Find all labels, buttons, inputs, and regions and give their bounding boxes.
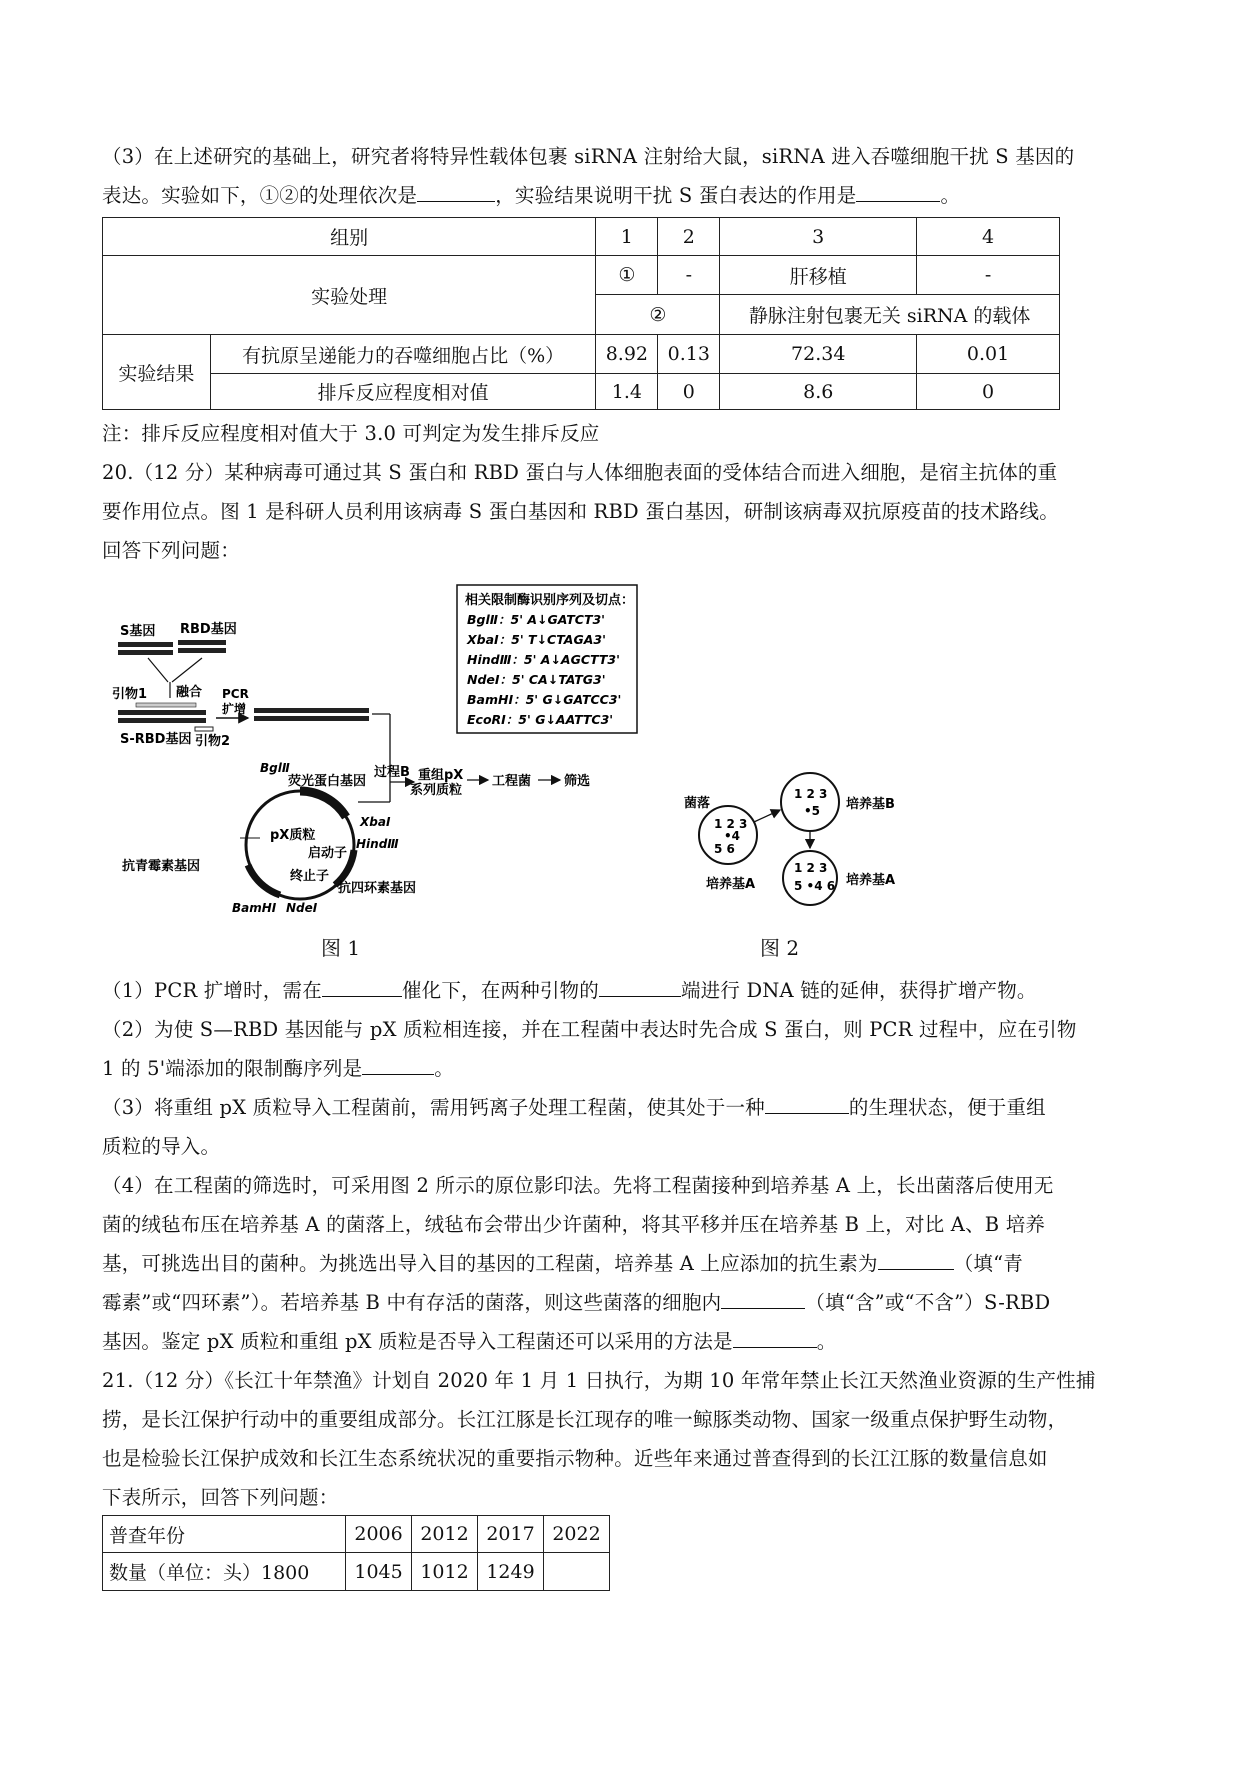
year-cell: 2006 bbox=[346, 1516, 412, 1553]
answer-blank[interactable] bbox=[362, 1055, 434, 1076]
count-label: 数量（单位：头）1800 bbox=[103, 1553, 346, 1591]
table-cell: - bbox=[658, 256, 720, 295]
q20-3-line1 bbox=[102, 1088, 1162, 1127]
q19-3-line2c: 。 bbox=[940, 184, 961, 207]
plasmid-label: pX质粒 bbox=[270, 828, 316, 843]
s-gene-label: S基因 bbox=[120, 624, 156, 639]
q20-2-line2b: 。 bbox=[434, 1057, 454, 1080]
porpoise-count-table bbox=[102, 1515, 610, 1591]
svg-text:•5: •5 bbox=[804, 804, 821, 818]
q20-2-line2 bbox=[102, 1049, 1162, 1088]
q19-3-line2b: ，实验结果说明干扰 S 蛋白表达的作用是 bbox=[495, 184, 857, 207]
table-cell: ② bbox=[596, 295, 720, 335]
figure-2 bbox=[680, 760, 940, 910]
table-cell: 肝移植 bbox=[720, 256, 917, 295]
plate-a-label: 培养基A bbox=[706, 877, 756, 892]
table-cell: 0.01 bbox=[917, 335, 1060, 374]
q20-2-line1: （2）为使 S—RBD 基因能与 pX 质粒相连接，并在工程菌中表达时先合成 S 蛋白，则 PCR 过程中，应在引物 bbox=[102, 1018, 1077, 1041]
s-rbd-label: S-RBD基因 bbox=[120, 732, 192, 747]
table-cell: 0.13 bbox=[658, 335, 720, 374]
count-cell: 1012 bbox=[412, 1553, 478, 1591]
q19-3-line2a: 表达。实验如下，①②的处理依次是 bbox=[102, 184, 418, 207]
year-cell: 2022 bbox=[543, 1516, 609, 1553]
table-cell: 8.92 bbox=[596, 335, 658, 374]
q20-4-line5b: 。 bbox=[816, 1330, 837, 1353]
terminator-label: 终止子 bbox=[290, 869, 330, 884]
plate-a-colonies: 1 2 3 bbox=[714, 817, 748, 831]
answer-blank[interactable] bbox=[322, 977, 402, 998]
bamh1-site-label: BamHⅠ bbox=[232, 901, 277, 915]
answer-blank[interactable] bbox=[878, 1250, 954, 1271]
rbd-gene-dna bbox=[178, 640, 226, 653]
s-rbd-dna bbox=[118, 703, 206, 723]
q20-4-line4 bbox=[102, 1283, 1162, 1322]
q20-1-b: 催化下，在两种引物的 bbox=[401, 979, 599, 1002]
group-col: 2 bbox=[658, 218, 720, 256]
plate-b-dish bbox=[781, 773, 839, 831]
answer-blank[interactable] bbox=[721, 1289, 805, 1310]
group-col: 3 bbox=[720, 218, 917, 256]
table-cell: 0 bbox=[917, 374, 1060, 410]
primer1-label: 引物1 bbox=[112, 687, 148, 702]
plate-a2-colonies: 1 2 3 bbox=[794, 861, 828, 875]
treatment-label: 实验处理 bbox=[103, 256, 596, 335]
nde1-site-label: NdeⅠ bbox=[286, 901, 318, 915]
q19-3-line1: （3）在上述研究的基础上，研究者将特异性载体包裹 siRNA 注射给大鼠，siRNA 进入吞噬细胞干扰 S 基因的 bbox=[102, 145, 1075, 168]
table-cell: 0 bbox=[658, 374, 720, 410]
count-cell: 1249 bbox=[478, 1553, 544, 1591]
group-col: 1 bbox=[596, 218, 658, 256]
q21-line3: 也是检验长江保护成效和长江生态系统状况的重要指示物种。近些年来通过普查得到的长江江豚的数量信息如 bbox=[102, 1447, 1048, 1470]
enzyme-box bbox=[457, 585, 637, 733]
q20-line1: 20.（12 分）某种病毒可通过其 S 蛋白和 RBD 蛋白与人体细胞表面的受体结合而进入细胞，是宿主抗体的重 bbox=[102, 461, 1058, 484]
enzyme-bgl2: BglⅡ：5' A↓GATCT3' bbox=[467, 612, 606, 627]
group-col: 4 bbox=[917, 218, 1060, 256]
enzyme-xba1: XbaⅠ：5' T↓CTAGA3' bbox=[467, 632, 606, 647]
q21-line4: 下表所示，回答下列问题： bbox=[102, 1486, 339, 1509]
table-cell: ① bbox=[596, 256, 658, 295]
svg-text:•4: •4 bbox=[724, 829, 741, 843]
result-label: 实验结果 bbox=[103, 335, 211, 410]
table-cell: 1.4 bbox=[596, 374, 658, 410]
answer-blank[interactable] bbox=[599, 977, 681, 998]
table-cell: 8.6 bbox=[720, 374, 917, 410]
table-note: 注：排斥反应程度相对值大于 3.0 可判定为发生排斥反应 bbox=[102, 422, 600, 445]
ampicillin-gene-label: 抗青霉素基因 bbox=[122, 859, 201, 874]
amplified-dna bbox=[254, 708, 369, 721]
svg-text:5 6: 5 6 bbox=[714, 842, 735, 856]
q20-4-line5 bbox=[102, 1322, 1162, 1361]
recombinant-label: 重组pX bbox=[418, 768, 464, 783]
plate-a2-dish bbox=[783, 851, 837, 905]
rbd-gene-label: RBD基因 bbox=[180, 622, 237, 637]
promoter-label: 启动子 bbox=[308, 846, 348, 861]
q19-3-line2 bbox=[102, 176, 1162, 215]
year-label: 普查年份 bbox=[103, 1516, 346, 1553]
plate-a2-label: 培养基A bbox=[846, 873, 896, 888]
q20-4-line5a: 基因。鉴定 pX 质粒和重组 pX 质粒是否导入工程菌还可以采用的方法是 bbox=[102, 1330, 733, 1353]
count-cell: 1045 bbox=[346, 1553, 412, 1591]
fusion-label: 融合 bbox=[176, 685, 203, 700]
q20-2-line2a: 1 的 5'端添加的限制酶序列是 bbox=[102, 1057, 363, 1080]
q20-3-line2: 质粒的导入。 bbox=[102, 1135, 221, 1158]
figure-2-caption: 图 2 bbox=[760, 936, 800, 960]
answer-blank[interactable] bbox=[856, 182, 940, 203]
q20-1-a: （1）PCR 扩增时，需在 bbox=[102, 979, 322, 1002]
experiment-table bbox=[102, 217, 1060, 410]
s-gene-dna bbox=[118, 642, 173, 655]
xba1-site-label: XbaⅠ bbox=[360, 815, 391, 829]
q20-4-line1: （4）在工程菌的筛选时，可采用图 2 所示的原位影印法。先将工程菌接种到培养基 A 上，长出菌落后使用无 bbox=[102, 1174, 1054, 1197]
colony-label: 菌落 bbox=[684, 796, 711, 811]
enzyme-ecor1: EcoRⅠ：5' G↓AATTC3' bbox=[467, 712, 614, 727]
amplify-label: 扩增 bbox=[222, 702, 247, 716]
q20-line2: 要作用位点。图 1 是科研人员利用该病毒 S 蛋白基因和 RBD 蛋白基因，研制该病毒双抗原疫苗的技术路线。 bbox=[102, 500, 1059, 523]
answer-blank[interactable] bbox=[733, 1328, 817, 1349]
engineered-bacteria-label: 工程菌 bbox=[492, 774, 532, 789]
screen-label: 筛选 bbox=[564, 774, 591, 789]
q21-line1: 21.（12 分）《长江十年禁渔》计划自 2020 年 1 月 1 日执行，为期 10 年常年禁止长江天然渔业资源的生产性捕 bbox=[102, 1369, 1096, 1392]
plate-b-label: 培养基B bbox=[846, 797, 895, 812]
hind3-site-label: HindⅢ bbox=[356, 837, 399, 851]
answer-blank[interactable] bbox=[417, 182, 495, 203]
count-cell bbox=[543, 1553, 609, 1591]
enzyme-box-title: 相关限制酶识别序列及切点： bbox=[465, 593, 635, 608]
row-label: 有抗原呈递能力的吞噬细胞占比（%） bbox=[210, 335, 595, 374]
q20-4-line2: 菌的绒毡布压在培养基 A 的菌落上，绒毡布会带出少许菌种，将其平移并压在培养基 B 上，对比 A、B 培养 bbox=[102, 1213, 1046, 1236]
primer2-label: 引物2 bbox=[195, 734, 231, 749]
q20-4-line3 bbox=[102, 1244, 1162, 1283]
row-label: 排斥反应程度相对值 bbox=[210, 374, 595, 410]
year-cell: 2012 bbox=[412, 1516, 478, 1553]
q20-3-line1a: （3）将重组 pX 质粒导入工程菌前，需用钙离子处理工程菌，使其处于一种 bbox=[102, 1096, 765, 1119]
q21-line2: 捞，是长江保护行动中的重要组成部分。长江江豚是长江现存的唯一鲸豚类动物、国家一级重点保护野生动物， bbox=[102, 1408, 1068, 1431]
enzyme-hind3: HindⅢ：5' A↓AGCTT3' bbox=[467, 652, 620, 667]
q20-4-line3a: 基，可挑选出目的菌种。为挑选出导入目的基因的工程菌，培养基 A 上应添加的抗生素为 bbox=[102, 1252, 878, 1275]
recombinant-label-2: 系列质粒 bbox=[410, 783, 463, 798]
q20-1-c: 端进行 DNA 链的延伸，获得扩增产物。 bbox=[680, 979, 1037, 1002]
q20-3-line1b: 的生理状态，便于重组 bbox=[848, 1096, 1046, 1119]
process-b-label: 过程B bbox=[374, 765, 410, 780]
pcr-label: PCR bbox=[222, 687, 249, 701]
q20-line3: 回答下列问题： bbox=[102, 539, 240, 562]
q20-4-line4b: （填“含”或“不含”）S-RBD bbox=[805, 1291, 1051, 1314]
year-cell: 2017 bbox=[478, 1516, 544, 1553]
answer-blank[interactable] bbox=[765, 1094, 849, 1115]
group-header: 组别 bbox=[103, 218, 596, 256]
table-cell: 72.34 bbox=[720, 335, 917, 374]
plate-b-colonies: 1 2 3 bbox=[794, 787, 828, 801]
q20-1 bbox=[102, 971, 1162, 1010]
tetracycline-gene-label: 抗四环素基因 bbox=[338, 881, 417, 896]
table-cell: - bbox=[917, 256, 1060, 295]
svg-text:5 •4 6: 5 •4 6 bbox=[794, 879, 836, 893]
q20-4-line3b: （填“青 bbox=[953, 1252, 1023, 1275]
fluorescent-gene-label: 荧光蛋白基因 bbox=[288, 774, 367, 789]
q20-4-line4a: 霉素”或“四环素”）。若培养基 B 中有存活的菌落，则这些菌落的细胞内 bbox=[102, 1291, 722, 1314]
enzyme-nde1: NdeⅠ：5' CA↓TATG3' bbox=[467, 672, 606, 687]
figure-1 bbox=[110, 580, 670, 920]
figure-1-caption: 图 1 bbox=[321, 936, 361, 960]
bgl2-site-label: BglⅡ bbox=[260, 761, 290, 775]
table-cell: 静脉注射包裹无关 siRNA 的载体 bbox=[720, 295, 1060, 335]
enzyme-bamh1: BamHⅠ：5' G↓GATCC3' bbox=[467, 692, 622, 707]
